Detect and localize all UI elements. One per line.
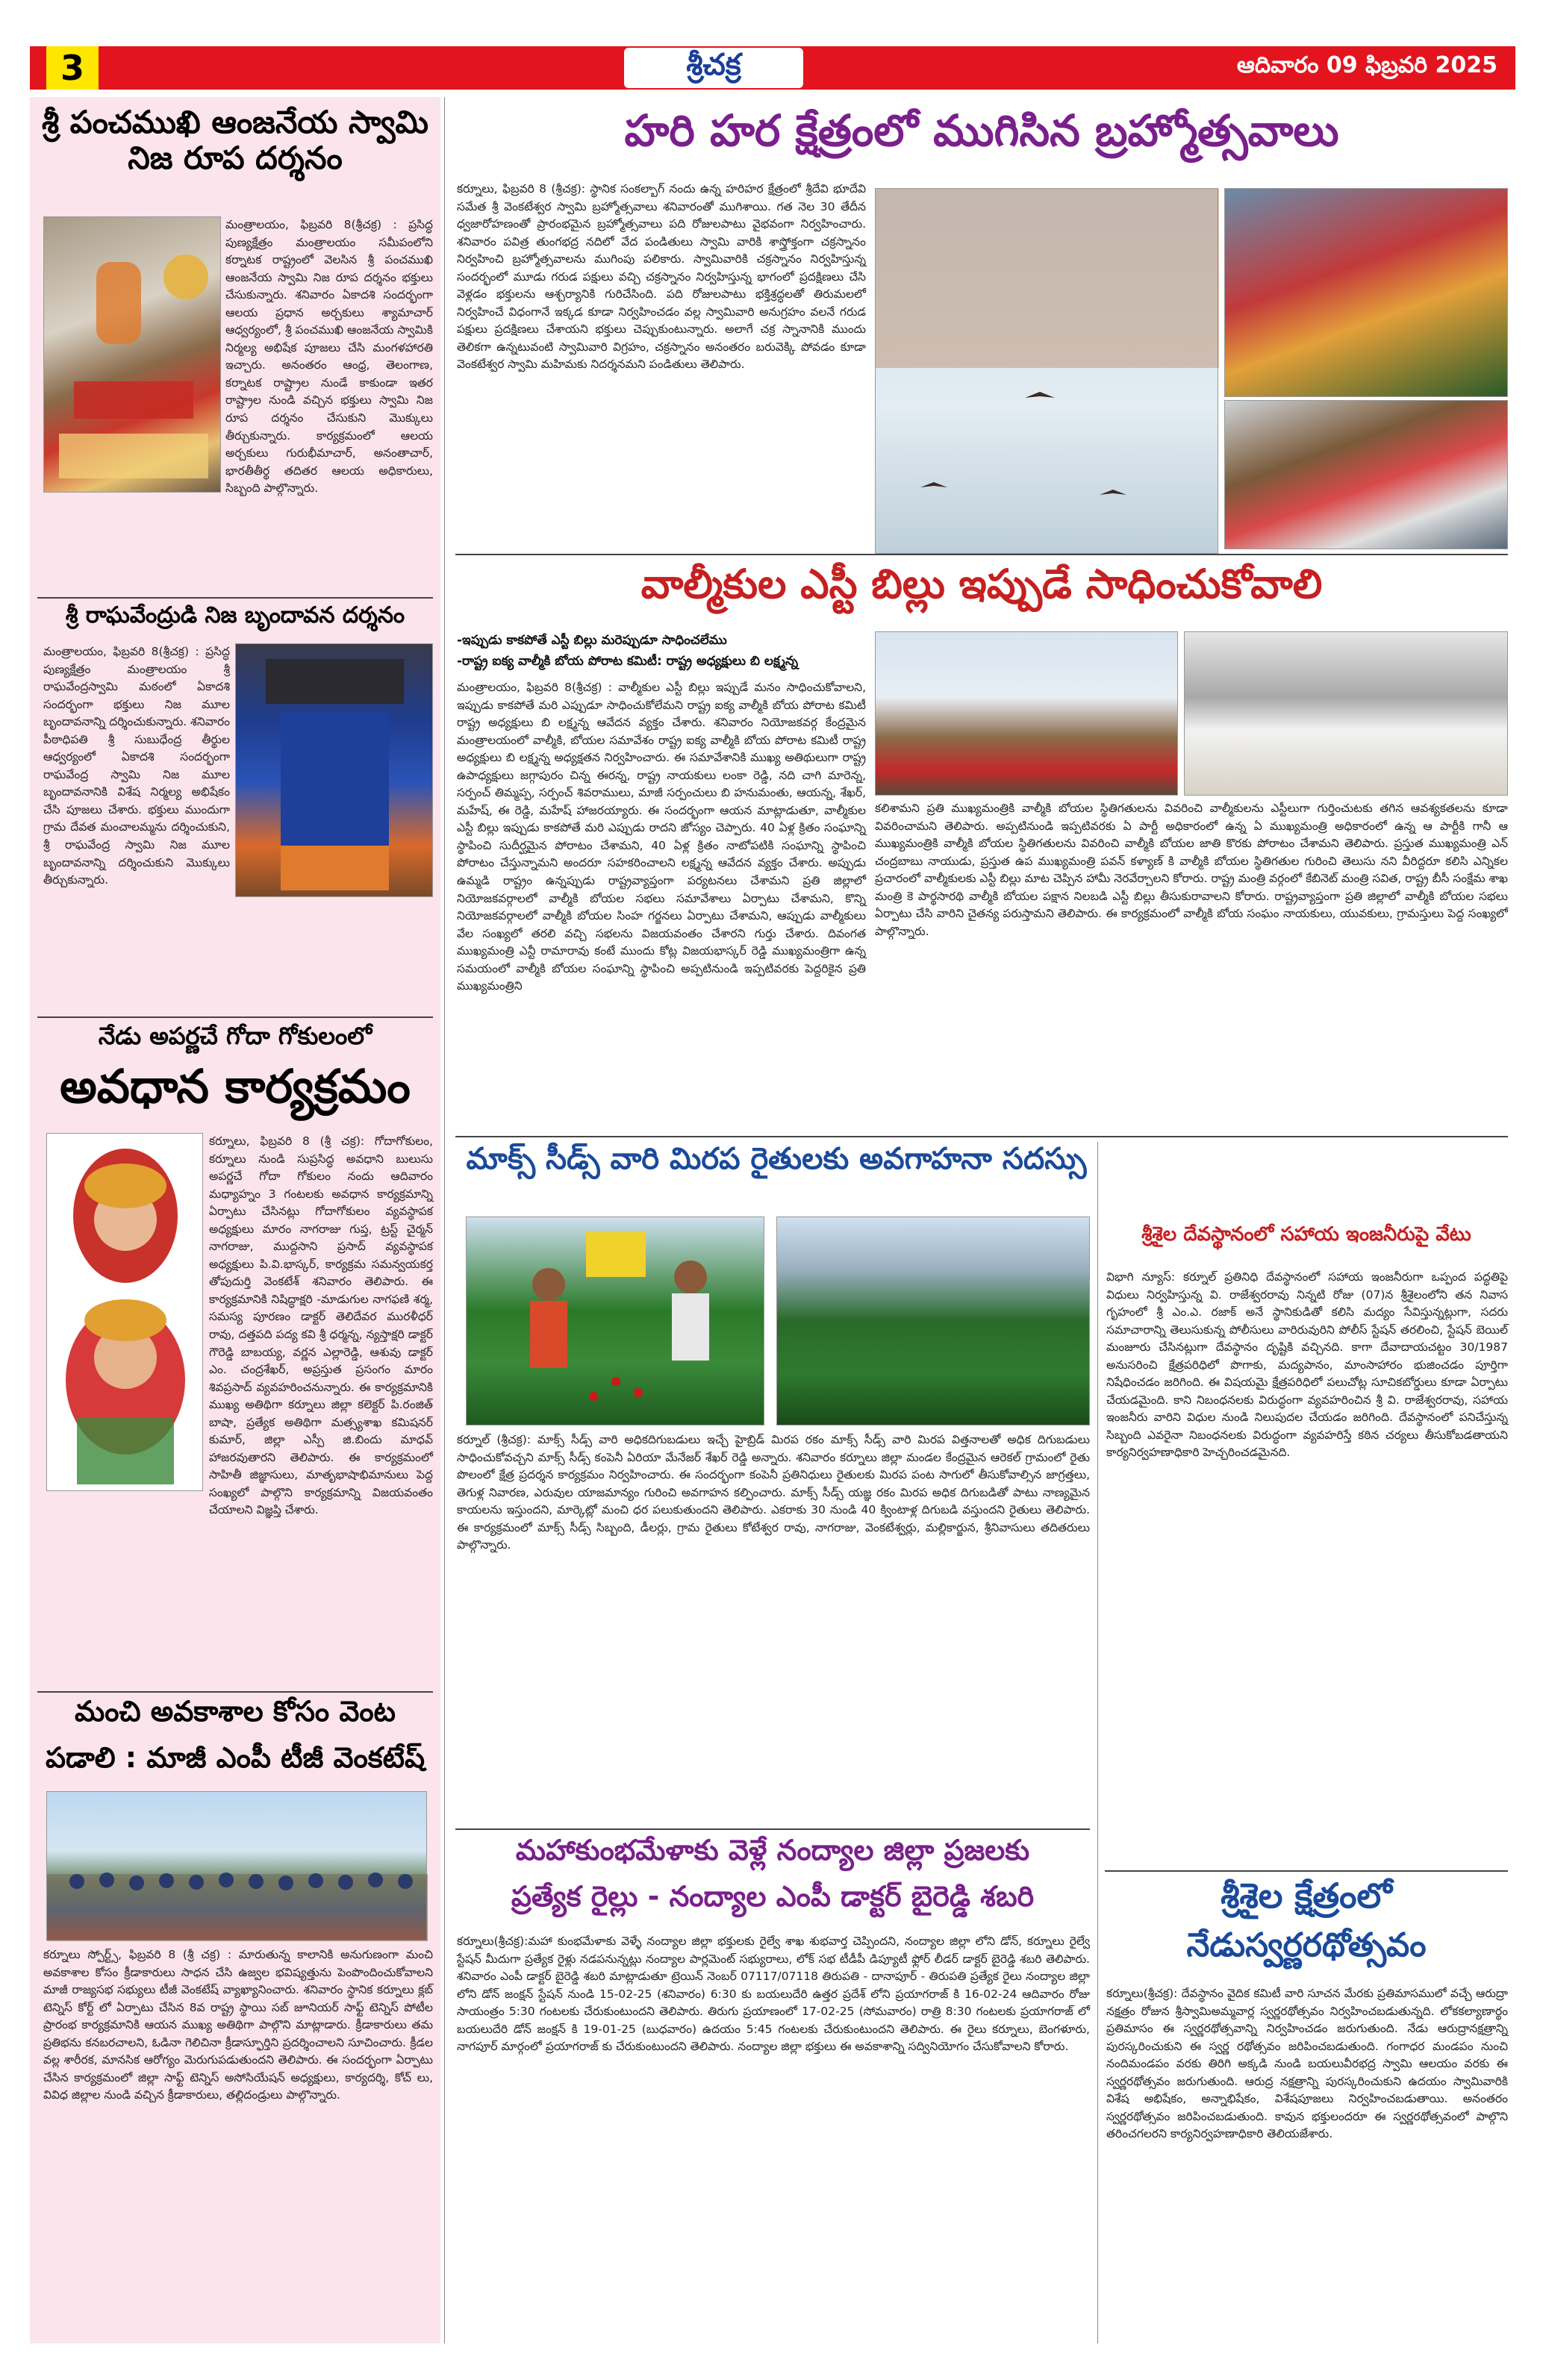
avadhani-portrait-photo <box>46 1133 203 1491</box>
article-body: కర్నూల్ (శ్రీచక్ర): మాక్స్ సీడ్స్ వారి అధికదిగుబడులు ఇచ్చే హైబ్రిడ్ మిరప రకం మాక్స్ సీడ్స్ వారి మిరప విత్తనాలతో అధిక దిగుబడులు సాధించుకోవచ్చని మాక్స్ సీడ్స్ కంపెనీ ఏరియా మేనేజర్ శేఖర్ రెడ్డి అన్నారు. శనివారం కర్నూలు జిల్లా మండల కేంద్రమైన ఆరెకల్ గ్రామంలో రైతు పొలంలో క్షేత్ర ప్రదర్శన కార్యక్రమం నిర్వహించారు. ఈ సందర్భంగా కంపెనీ ప్రతినిధులు రైతులకు మిరప పంట సాగులో తీసుకోవాల్సిన జాగ్రత్తలు, తెగుళ్ల నివారణ, ఎరువుల యాజమాన్యం గురించి అవగాహన కల్పించారు. మాక్స్ సీడ్స్ యజ్ఞ రకం మిరప అధిక దిగుబడితో పాటు నాణ్యమైన కాయలను ఇస్తుందని, మార్కెట్లో మంచి ధర పలుకుతుందని తెలిపారు. ఎకరాకు 30 నుండి 40 క్వింటాళ్ల దిగుబడి వస్తుందని రైతులు తెలిపారు. ఈ కార్యక్రమంలో మాక్స్ సీడ్స్ సిబ్బంది, డీలర్లు, గ్రామ రైతులు కోటేశ్వర రావు, నాగరాజు, వెంకటేశ్వర్లు, మల్లికార్జున, శ్రీనివాసులు తదితరులు పాల్గొన్నారు. <box>457 1433 1090 1552</box>
article-body: విభాగి న్యూస్: కర్నూల్ ప్రతినిధి దేవస్థానంలో సహాయ ఇంజనీరుగా ఒప్పంద పద్ధతిపై విధులు నిర్వహిస్తున్న వి. రాజేశ్వరరావు నిన్నటి రోజు (07)న శ్రీశైలంలోని తన నివాస గృహంలో శ్రీ ఎం.ఎ. రజాక్ అనే స్థానికుడితో కలిసి మద్యం సేవిస్తున్నట్లుగా, సదరు సమాచారాన్ని తెలుసుకున్న పోలీసులు వారిరువురిని పోలీస్ స్టేషన్ తరలించి, స్టేషన్ బెయిల్ మంజూరు చేసినట్లుగా దేవస్థానం దృష్టికి వచ్చినది. కాగా దేవాదాయచట్టం 30/1987 అనుసరించి క్షేత్రపరిధిలో పొగాకు, మద్యపానం, మాంసాహారం భుజించడం పూర్తిగా నిషేధించడం జరిగింది. ఈ విషయమై క్షేత్రపరిధిలో పలుచోట్ల సూచికబోర్డులు కూడా ఏర్పాటు చేయడమైంది. కాని నిబంధనలకు విరుద్ధంగా వ్యవహరించిన శ్రీ వి. రాజేశ్వరరావు, సహాయ ఇంజనీరు వారిని విధుల నుండి నిలుపుదల చేయడం జరిగింది. దేవస్థానంలో పనిచేస్తున్న సిబ్బంది ఎవరైనా నిబంధనలకు విరుద్ధంగా వ్యవహరిస్తే కఠిన చర్యలు తీసుకోబడతాయని కార్యనిర్వహణాధికారి హెచ్చరించడమైనది. <box>1106 1270 1508 1460</box>
article-body-col1: మంత్రాలయం, ఫిబ్రవరి 8(శ్రీచక్ర) : ప్రసిద్ధ పుణ్యక్షేత్రం మంత్రాలయం సమీపంలోని కర్నాటక రాష్ట్రంలో వెలసిన శ్రీ పంచముఖి ఆంజనేయ స్వామి నిజ రూప దర్శనం భక్తులు చేసుకున్నారు. శనివారం ఏకాదశి సందర్భంగా ఆలయ ప్రధాన అర్చకులు శ్యామాచార్ ఆధ్వర్యంలో, శ్రీ పంచముఖి ఆంజనేయ స్వామికి నిర్మల్య అభిషేక పూజలు చేసి మంగళహారతి ఇచ్చారు. అనంతరం ఆంధ్ర, తెలంగాణ, కర్నాటక రాష్ట్రాల నుండే కాకుండా ఇతర రాష్ట్రాల నుండి వచ్చిన భక్తులు స్వామి నిజ రూప దర్శనం చేసుకుని మొక్కులు తీర్చుకున్నారు. కార్యక్రమంలో ఆలయ అర్చకులు గురుభీమాచార్, అనంతాచార్, భారతీతీర్థ తదితర ఆలయ అధికారులు, సిబ్బంది పాల్గొన్నారు. <box>225 218 433 496</box>
lead-article-title: హరి హర క్షేత్రంలో ముగిసిన బ్రహ్మోత్సవాలు <box>624 105 1339 156</box>
field-demonstration-photo <box>776 1216 1090 1425</box>
article-subhead: -రాష్ట్ర ఐక్య వాల్మీకి బోయ పోరాట కమిటీ: రాష్ట్ర అధ్యక్షులు బి లక్ష్మన్న <box>457 654 798 669</box>
divider <box>37 1691 433 1693</box>
article-body: కర్నూలు స్పోర్ట్స్, ఫిబ్రవరి 8 (శ్రీ చక్ర) : మారుతున్న కాలానికి అనుగుణంగా మంచి అవకాశాల కోసం క్రీడాకారులు సాధన చేసి ఉజ్వల భవిష్యత్తును పెంపొందించుకోవాలని మాజీ రాజ్యసభ సభ్యులు టీజీ వెంకటేష్ వ్యాఖ్యానించారు. శనివారం స్థానిక కర్నూలు క్లబ్ టెన్నిస్ కోర్ట్ లో ఏర్పాటు చేసిన 8వ రాష్ట్ర స్థాయి సబ్ జూనియర్ సాఫ్ట్ టెన్నిస్ పోటీల ప్రారంభ కార్యక్రమానికి ఆయన ముఖ్య అతిథిగా పాల్గొని మాట్లాడారు. క్రీడాకారులు తమ ప్రతిభను కనబరచాలని, ఓడినా గెలిచినా క్రీడాస్ఫూర్తిని ప్రదర్శించాలని సూచించారు. క్రీడల వల్ల శారీరక, మానసిక ఆరోగ్యం మెరుగుపడుతుందని తెలిపారు. ఈ సందర్భంగా ఏర్పాటు చేసిన కార్యక్రమంలో జిల్లా సాఫ్ట్ టెన్నిస్ అసోసియేషన్ అధ్యక్షులు, కార్యదర్శి, కోచ్ లు, వివిధ జిల్లాల నుండి వచ్చిన క్రీడాకారులు, తల్లిదండ్రులు పాల్గొన్నారు. <box>43 1948 433 2102</box>
sports-group-photo <box>46 1791 427 1940</box>
article-body-continued: కలిశామని ప్రతి ముఖ్యమంత్రికి వాల్మీకి బోయల స్థితిగతులను వివరించి వాల్మీకులను ఎస్టీలుగా గుర్తించుటకు తగిన ఆవశ్యకతలను కూడా వివరించామని తెలిపారు. అప్పటినుండి ఇప్పటివరకు ఏ పార్టీ అధికారంలో ఉన్న ఏ ముఖ్యమంత్రి అధికారంలో ఉన్న ఆ పార్టీకి గానీ ఆ ముఖ్యమంత్రికి వాల్మీకి బోయల స్థితిగతులను వివరించి వాల్మీకి బోయల జాతి కొరకు పోరాటం చేశామని తెలిపారు. ప్రస్తుత ముఖ్యమంత్రి ఎన్ చంద్రబాబు నాయుడు, ప్రస్తుత ఉప ముఖ్యమంత్రి పవన్ కళ్యాణ్ కి వాల్మీకి బోయల స్థితిగతుల గురించి తెలుసు నని వీరిద్దరూ కలిసి ఎన్నికల ప్రచారంలో వాల్మీకులకు ఎస్టీ బిల్లు మాట చెప్పిన హామీ నెరవేర్చాలని కోరారు. రాష్ట్ర మంత్రి వర్గంలో కేబినెట్ మంత్రి సవిత, రాష్ట్ర బీసీ సంక్షేమ శాఖ మంత్రి కె పార్థసారథి వాల్మీకి బోయల పక్షాన నిలబడి ఎస్టీ బిల్లు తీసుకురావాలని కోరారు. రాష్ట్రవ్యాప్తంగా ప్రతి జిల్లాలో వాల్మీకి బోయల సభలు ఏర్పాటు చేసి వారిని చైతన్య పరుస్తామని తెలిపారు. ఈ కార్యక్రమంలో వాల్మీకి బోయ సంఘం నాయకులు, యువకులు, గ్రామస్తులు పెద్ద సంఖ్యలో పాల్గొన్నారు. <box>875 802 1509 938</box>
article-title: శ్రీ పంచముఖి ఆంజనేయ స్వామి నిజ రూప దర్శనం <box>42 104 428 177</box>
meeting-gathering-photo <box>1184 631 1508 796</box>
page-number: 3 <box>46 46 99 90</box>
newspaper-logo: శ్రీచక్ర <box>624 48 803 88</box>
column-separator <box>1097 1142 1098 2343</box>
meeting-stage-photo <box>875 631 1178 796</box>
article-body-col2 <box>43 1493 433 1687</box>
article-subhead: -ఇప్పుడు కాకపోతే ఎస్టీ బిల్లు మరెప్పుడూ సాధించలేము <box>457 633 727 648</box>
devotees-river-photo <box>1224 188 1508 397</box>
article-title-line2: ప్రత్యేక రైల్లు - నంద్యాల ఎంపీ డాక్టర్ బైరెడ్డి శబరి <box>511 1880 1035 1913</box>
divider <box>37 597 433 599</box>
article-kicker: నేడు అపర్ణచే గోదా గోకులంలో <box>98 1022 372 1050</box>
article-body: మంత్రాలయం, ఫిబ్రవరి 8(శ్రీచక్ర) : వాల్మీకుల ఎస్టీ బిల్లు ఇప్పుడే మనం సాధించుకోవాలని, ఇప్పుడు కాకపోతే మరి ఎప్పుడూ సాధించుకోలేమని రాష్ట్ర ఐక్య వాల్మీకి బోయ పోరాట కమిటీ రాష్ట్ర అధ్యక్షులు బి లక్ష్మన్న ఆవేదన వ్యక్తం చేశారు. శనివారం నియోజకవర్గ కేంద్రమైన మంత్రాలయంలో వాల్మీకి, బోయల సమావేశం రాష్ట్ర ఐక్య వాల్మీకి బోయ పోరాట కమిటీ రాష్ట్ర అధ్యక్షులు బి లక్ష్మన్న అధ్యక్షతన నిర్వహించారు. ఈ సమావేశానికి ముఖ్య అతిథులుగా రాష్ట్ర ఉపాధ్యక్షులు జగ్గాపురం చిన్న ఈరన్న, రాష్ట్ర నాయకులు లంకా రెడ్డి, నది చాగి మారెన్న, సర్పంచ్ తిమ్మప్ప, సర్పంచ్ శివరాములు, మాజీ సర్పంచులు బి హనుమంతు, ఆయన్న, శేఖర్, మహేష్, ఈ రెడ్డి, మహేష్ హాజరయ్యారు. ఈ సందర్భంగా ఆయన మాట్లాడుతూ, వాల్మీకుల ఎస్టీ బిల్లు ఇప్పుడు కాకపోతే మరి ఎప్పుడు రాదని జోస్యం చెప్పారు. 40 ఏళ్ల క్రితం సంఘాన్ని స్థాపించి సుదీర్ఘమైన పోరాటం చేశామని, 40 ఏళ్ల క్రితం నాటోపటికి సంఘాన్ని స్థాపించి పోరాటం చేస్తున్నామని అందరూ సహకరించాలని లక్ష్మన్న ఆవేదన వ్యక్తం చేశారు. అప్పుడు ఉమ్మడి రాష్ట్రం ఉన్నప్పుడు రాష్ట్రవ్యాప్తంగా పర్యటనలు చేశామని ప్రతి జిల్లాలో నియోజకవర్గాలలో వాల్మీకి బోయల సభలు సమావేశాలు ఏర్పాటు చేశామని, కొన్ని నియోజకవర్గాలలో వాల్మీకి బోయల సింహ గర్జనలు ఏర్పాటు చేశామని, ఆప్పుడు వాల్మీకులు వేల సంఖ్యలో తరలి వచ్చి సభలను విజయవంతం చేశారని గుర్తు చేశారు. దివంగత ముఖ్యమంత్రి ఎన్టీ రామారావు కంటే ముందు కోట్ల విజయభాస్కర్ రెడ్డి ముఖ్యమంత్రిగా ఉన్న సమయంలో వాల్మీకి బోయల సంఘాన్ని స్థాపించి అప్పటినుండి ఇప్పటివరకు పెద్దరికైన ప్రతి ముఖ్యమంత్రిని <box>457 681 866 993</box>
article-body: మంత్రాలయం, ఫిబ్రవరి 8(శ్రీచక్ర) : ప్రసిద్ధ పుణ్యక్షేత్రం మంత్రాలయం శ్రీ రాఘవేంద్రస్వామి మఠంలో ఏకాదశి సందర్భంగా భక్తులు నిజ మూల బృందావనాన్ని దర్శించుకున్నారు. శనివారం పీఠాధిపతి శ్రీ సుబుధేంద్ర తీర్థుల ఆధ్వర్యంలో ఏకాదశి సందర్భంగా రాఘవేంద్ర స్వామి నిజ మూల బృందావనానికి విశేష నిర్మల్య అభిషేకం చేసి పూజలు చేశారు. భక్తులు ముందుగా గ్రామ దేవత మంచాలమ్మను దర్శించుకుని, శ్రీ రాఘవేంద్ర స్వామి నిజ మూల బృందావనాన్ని దర్శించుకుని మొక్కులు తీర్చుకున్నారు. <box>43 645 230 887</box>
article-title-line1: మంచి అవకాశాల కోసం వెంట <box>75 1695 396 1728</box>
garuda-birds-sky-photo <box>875 188 1218 554</box>
brindavana-photo <box>235 643 433 897</box>
divider <box>455 554 1508 555</box>
article-title-line1: శ్రీశైల క్షేత్రంలో <box>1221 1875 1392 1916</box>
divider <box>37 1016 433 1018</box>
divider <box>455 1828 1090 1830</box>
divider <box>455 1136 1508 1137</box>
article-title: మాక్స్ సీడ్స్ వారి మిరప రైతులకు అవగాహనా సదస్సు <box>466 1142 1087 1176</box>
article-title: అవధాన కార్యక్రమం <box>60 1059 411 1114</box>
edition-date: ఆదివారం 09 ఫిబ్రవరి 2025 <box>1236 52 1497 78</box>
article-title: వాల్మీకుల ఎస్టీ బిల్లు ఇప్పుడే సాధించుకోవాలి <box>640 560 1323 608</box>
article-title: శ్రీశైల దేవస్థానంలో సహాయ ఇంజనీరుపై వేటు <box>1141 1223 1471 1246</box>
article-title-line2: నేడుస్వర్ణరథోత్సవం <box>1186 1926 1427 1964</box>
hanuman-idol-photo <box>43 216 221 493</box>
article-body-col2 <box>43 496 433 593</box>
article-body: కర్నూలు(శ్రీచక్ర):మహా కుంభమేళాకు వెళ్ళే నంద్యాల జిల్లా భక్తులకు రైల్వే శాఖ శుభవార్త చెప్పిందని, నంద్యాల జిల్లా లోని డోన్, కర్నూలు రైల్వే స్టేషన్ మీదుగా ప్రత్యేక రైళ్లు నడపనున్నట్లు నంద్యాల పార్లమెంట్ సభ్యురాలు, లోక్ సభ టీడీపీ డిప్యూటీ ఫ్లోర్ లీడర్ డాక్టర్ బైరెడ్డి శబరి తెలిపారు. శనివారం ఎంపీ డాక్టర్ బైరెడ్డి శబరి మాట్లాడుతూ ట్రెయిన్ నెంబర్ 07117/07118 తిరుపతి - దానాపూర్ - తిరుపతి ప్రత్యేక రైలు నంద్యాల జిల్లా లోని డోన్ జంక్షన్ స్టేషన్ నుండి 15-02-25 (శనివారం) 6:30 కు బయలుదేరి ఉత్తర ప్రదేశ్ లోని ప్రయాగరాజ్ కి 16-02-24 ఆదివారం రోజు సాయంత్రం 5:30 గంటలకు చేరుకుంటుందని తెలిపారు. తిరుగు ప్రయాణంలో 17-02-25 (సోమవారం) రాత్రి 8:30 గంటలకు ప్రయాగరాజ్ లో బయలుదేరి డోన్ జంక్షన్ కి 19-01-25 (బుధవారం) ఉదయం 5:45 గంటలకు చేరుకుంటుందని తెలిపారు. ఈ రైలు కర్నూలు, బెంగళూరు, నాగపూర్ మార్గంలో ప్రయాగరాజ్ కు చేరుకుంటుందని తెలిపారు. నంద్యాల జిల్లా భక్తులు ఈ అవకాశాన్ని సద్వినియోగం చేసుకోవాలని కోరారు. <box>457 1934 1090 2054</box>
farmers-chilli-field-photo <box>466 1216 764 1425</box>
divider <box>1105 1870 1508 1872</box>
article-title-line2: పడాలి : మాజీ ఎంపీ టీజీ వెంకటేష్ <box>45 1741 426 1774</box>
procession-photo <box>1224 400 1508 549</box>
article-body: కర్నూలు(శ్రీచక్ర): దేవస్థానం వైదిక కమిటీ వారి సూచన మేరకు ప్రతిమాసములో వచ్చే ఆరుద్రా నక్షత్రం రోజున శ్రీస్వామిఅమ్మవార్ల స్వర్ణరథోత్సవం నిర్వహించబడుతున్నది. లోకకల్యాణార్థం ప్రతిమాసం ఈ స్వర్ణరథోత్సవాన్ని నిర్వహించడం జరుగుతుంది. నేడు ఆరుద్రానక్షత్రాన్ని పురస్కరించుకుని ఈ స్వర్ణ రథోత్సవం జరిపించబడుతుంది. గంగాధర మండపం నుంచి నందిమండపం వరకు తిరిగి అక్కడి నుండి బయలువీరభద్ర స్వామి ఆలయం వరకు ఈ స్వర్ణరథోత్సవం జరుగుతుంది. ఆరుద్ర నక్షత్రాన్ని పురస్కరించుకుని ఉదయం స్వామివారికి విశేష అభిషేకం, అన్నాభిషేకం, విశేషపూజలు నిర్వహించబడుతాయి. అనంతరం స్వర్ణరథోత్సవం జరిపించబడుతుంది. కావున భక్తులందరూ ఈ స్వర్ణరథోత్సవంలో పాల్గొని తరించగలరని కార్యనిర్వహణాధికారి తెలియజేశారు. <box>1106 1987 1508 2141</box>
article-title-line1: మహాకుంభమేళాకు వెళ్లే నంద్యాల జిల్లా ప్రజలకు <box>515 1834 1030 1867</box>
article-body-col1: కర్నూలు, ఫిబ్రవరి 8 (శ్రీ చక్ర): గోదాగోకులం, కర్నూలు నుండి సుప్రసిద్ధ అవధాని బులుసు అపర్ణచే గోదా గోకులం నందు ఆదివారం మధ్యాహ్నం 3 గంటలకు అవధాన కార్యక్రమాన్ని ఏర్పాటు చేసినట్లు గోదాగోకులం వ్యవస్థాపక అధ్యక్షులు మారం నాగరాజు గుప్త, ట్రస్ట్ చైర్మన్ నాగరాజు, ముద్దసాని ప్రసాద్ వ్యవస్థాపక అధ్యక్షులు పి.వి.భాస్కర్, కార్యక్రమ సమన్వయకర్త తోపుదుర్తి వెంకటేశ్ శనివారం తెలిపారు. ఈ కార్యక్రమానికి నిషిద్ధాక్షరి -మాడుగుల నాగఫణి శర్మ, సమస్య పూరణం డాక్టర్ తెలిదేవర మురళీధర్ రావు, దత్తపది పద్య కవి శ్రీ ధర్మన్న, న్యస్తాక్షరి డాక్టర్ గౌరెడ్డి బాబయ్య, వర్ణన ఎల్లారెడ్డి, ఆశువు డాక్టర్ ఎం. చంద్రశేఖర్, అప్రస్తుత ప్రసంగం మారం శివప్రసాద్ వ్యవహరించనున్నారు. ఈ కార్యక్రమానికి ముఖ్య అతిథిగా కర్నూలు జిల్లా కలెక్టర్ పి.రంజిత్ బాషా, ప్రత్యేక అతిథిగా మత్స్యశాఖ కమిషనర్ కుమార్, జిల్లా ఎస్పీ జి.బిందు మాధవ్ హాజరవుతారని తెలిపారు. ఈ కార్యక్రమంలో సాహితీ జిజ్ఞాసులు, మాతృభాషాభిమానులు పెద్ద సంఖ్యలో పాల్గొని కార్యక్రమాన్ని విజయవంతం చేయాలని విజ్ఞప్తి చేశారు. <box>209 1134 433 1517</box>
article-title: శ్రీ రాఘవేంద్రుడి నిజ బృందావన దర్శనం <box>65 602 405 628</box>
column-separator <box>444 97 445 2343</box>
lead-article-body: కర్నూలు, ఫిబ్రవరి 8 (శ్రీచక్ర): స్థానిక సంకల్బాగ్ నందు ఉన్న హరిహర క్షేత్రంలో శ్రీదేవి భూదేవి సమేత శ్రీ వెంకటేశ్వర స్వామి బ్రహ్మోత్సవాలు శనివారంతో ముగిశాయి. గత నెల 30 తేదీన ధ్వజారోహణంతో ప్రారంభమైన బ్రహ్మోత్సవాలు పది రోజులపాటు వైభవంగా నిర్వహించారు. శనివారం పవిత్ర తుంగభద్ర నదిలో వేద పండితులు స్వామి వారికి శాస్త్రోక్తంగా చక్రస్నానం నిర్వహించి బ్రహ్మోత్సవాలను ముగింపు పలికారు. స్వామివారికి చక్రస్నానం నిర్వహిస్తున్న సందర్భంలో మూడు గరుడ పక్షులు వచ్చి చక్రస్నానం నిర్వహిస్తున్న భాగంలో ప్రదక్షిణలు చేసి వెళ్లడం భక్తులను ఆశ్చర్యానికి గురిచేసింది. పది రోజులపాటు భక్తిశ్రద్ధలతో తిరుమలలో నిర్వహించే విధంగానే ఇక్కడ కూడా నిర్వహించడం వల్ల స్వామివారి అనుగ్రహం వలనే గరుడ పక్షులు ప్రదక్షిణలు చేశాయని భక్తులు చెప్పుకుంటున్నారు. అలాగే చక్ర స్నానానికి ముందు తెలికగా ఉన్నటువంటి స్వామివారి విగ్రహం, చక్రస్నానం అనంతరం బరువెక్కి పోవడం కూడా వెంకటేశ్వర స్వామి మహిమకు నిదర్శనమని పండితులు తెలిపారు. <box>457 182 866 372</box>
